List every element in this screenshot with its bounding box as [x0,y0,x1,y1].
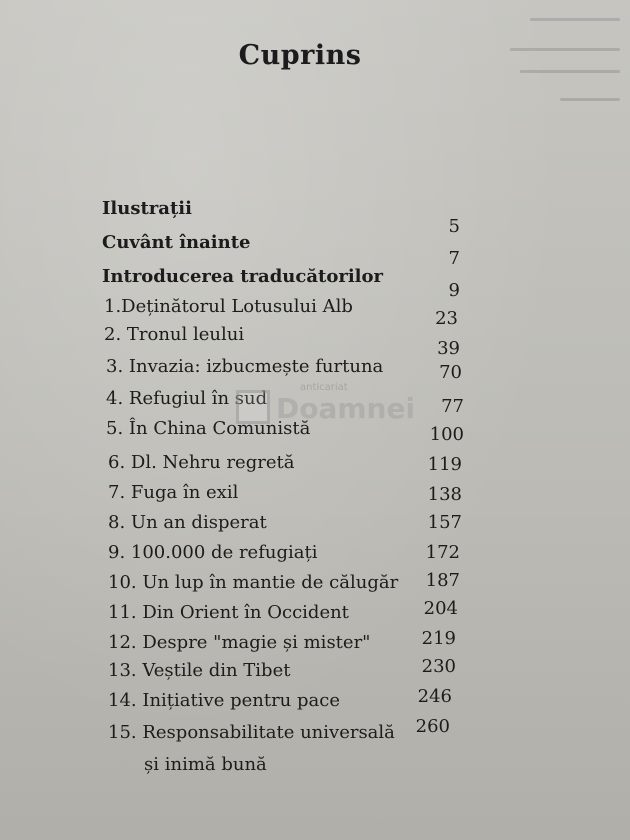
toc-heading-label: Introducerea traducătorilor [102,266,383,287]
watermark-logo [236,382,416,430]
watermark-small-text: anticariat [300,382,348,393]
toc-heading-label: Cuvânt înainte [102,232,251,253]
bleed-through-text [530,18,620,21]
toc-heading-page: 5 [448,216,460,237]
toc-entry-page: 119 [427,454,462,475]
watermark-box-icon [236,390,270,424]
toc-entry-label: 4. Refugiul în sud [106,388,268,409]
toc-entry-label: 13. Veștile din Tibet [108,660,291,681]
toc-entry-page: 138 [427,484,462,505]
toc-entry-page: 172 [425,542,460,563]
toc-heading-page: 7 [448,248,460,269]
toc-entry-label: 5. În China Comunistă [106,418,311,439]
toc-entry-page: 187 [425,570,460,591]
toc-entry-page: 230 [421,656,456,677]
page-title: Cuprins [238,40,362,71]
toc-entry-label: 7. Fuga în exil [108,482,239,503]
toc-entry-page: 260 [415,716,450,737]
toc-entry-label: 6. Dl. Nehru regretă [108,452,295,473]
toc-entry-page: 39 [437,338,460,359]
toc-entry-continuation: și inimă bună [144,754,267,775]
toc-entry-page: 70 [439,362,462,383]
toc-entry-page: 219 [421,628,456,649]
toc-entry-label: 11. Din Orient în Occident [108,602,349,623]
toc-entry-page: 23 [435,308,458,329]
toc-entry-label: 3. Invazia: izbucmește furtuna [106,356,384,377]
toc-heading-page: 9 [448,280,460,301]
toc-heading-label: Ilustrații [102,198,192,219]
toc-entry-page: 204 [423,598,458,619]
watermark-big-text: Doamnei [276,392,416,425]
toc-entry-page: 100 [429,424,464,445]
bleed-through-text [560,98,620,101]
toc-entry-label: 2. Tronul leului [104,324,245,345]
toc-entry-label: 1.Deținătorul Lotusului Alb [104,296,353,317]
toc-entry-label: 9. 100.000 de refugiați [108,542,318,563]
toc-entry-page: 77 [441,396,464,417]
toc-entry-page: 157 [427,512,462,533]
toc-entry-label: 14. Inițiative pentru pace [108,690,340,711]
toc-entry-label: 12. Despre "magie și mister" [108,632,371,653]
toc-entry-page: 246 [417,686,452,707]
toc-entry-label: 10. Un lup în mantie de călugăr [108,572,399,593]
toc-entry-label: 8. Un an disperat [108,512,267,533]
toc-entry-label: 15. Responsabilitate universală [108,722,395,743]
